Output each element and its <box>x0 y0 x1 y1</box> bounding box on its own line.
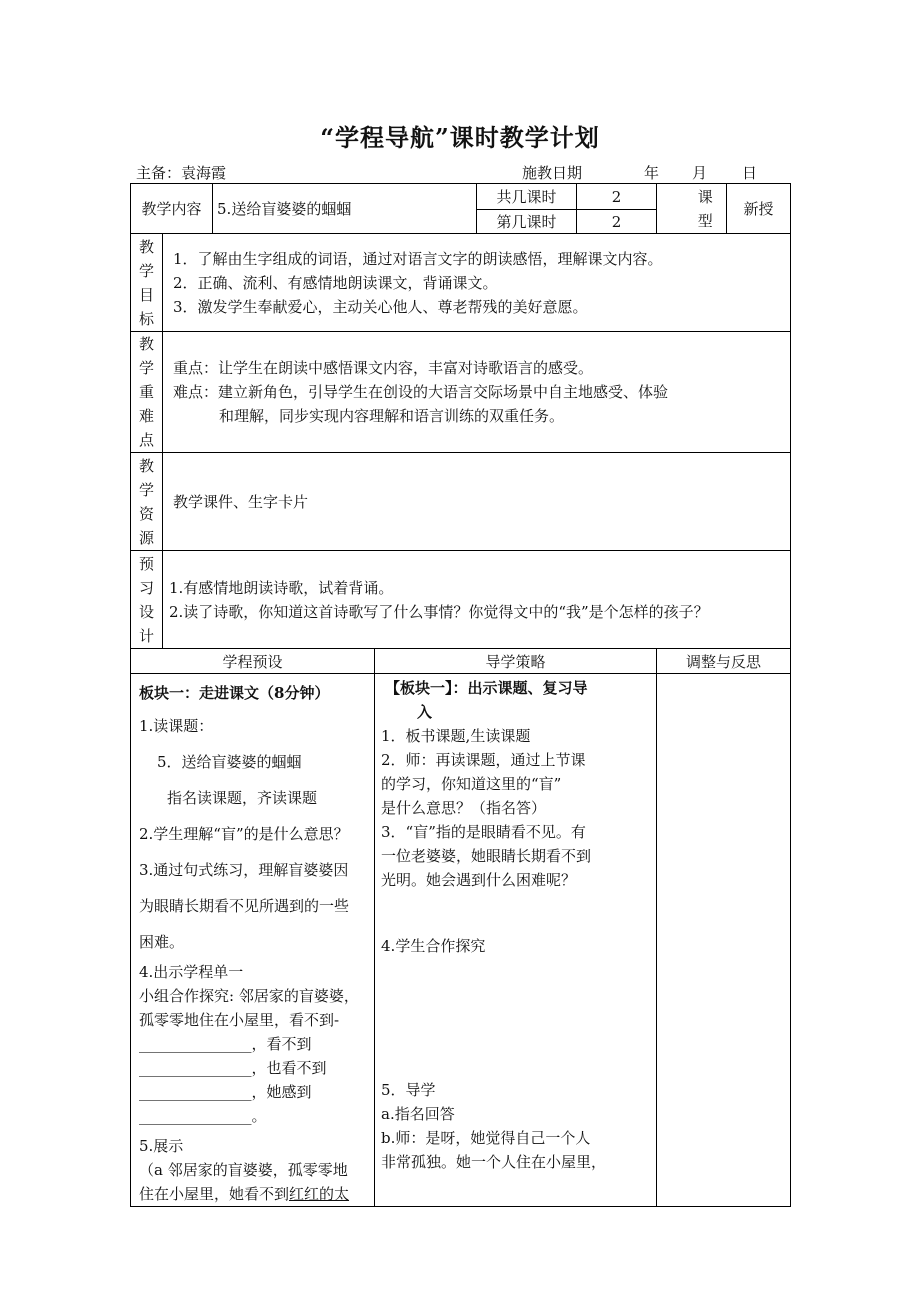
plan-line: 4.出示学程单一 <box>139 963 244 981</box>
plan-line: 2.学生理解“盲”的是什么意思？ <box>139 825 349 843</box>
plan-line: 5．送给盲婆婆的蝈蝈 <box>157 753 302 771</box>
date-label: 施教日期 <box>522 164 583 182</box>
difficult-point: 难点：建立新角色，引导学生在创设的大语言交际场景中自主地感受、体验 <box>173 383 669 401</box>
plan-block-title: 板块一：走进课文（8分钟） <box>139 684 330 702</box>
plan-line: 5.展示 <box>139 1137 184 1155</box>
underlined-phrase: 红红的太 <box>289 1185 350 1203</box>
goal-item: 1．了解由生字组成的词语，通过对语言文字的朗读感悟，理解课文内容。 <box>173 249 663 268</box>
date-month: 月 <box>692 164 708 182</box>
plan-line: 1.读课题： <box>139 717 214 735</box>
date-year: 年 <box>644 164 660 182</box>
strategy-line: 一位老婆婆，她眼睛长期看不到 <box>381 847 592 865</box>
goal-item: 3．激发学生奉献爱心，主动关心他人、尊老帮残的美好意愿。 <box>173 297 588 316</box>
preview-label: 预 习 设 计 <box>131 551 163 649</box>
difficult-point-cont: 和理解，同步实现内容理解和语言训练的双重任务。 <box>219 407 565 425</box>
plan-line: 为眼睛长期看不见所遇到的一些 <box>139 897 350 915</box>
date-day: 日 <box>742 164 758 182</box>
resources-text: 教学课件、生字卡片 <box>173 492 309 511</box>
content-value: 5.送给盲婆婆的蝈蝈 <box>213 184 477 234</box>
total-lessons-value: 2 <box>577 184 657 210</box>
current-lesson-label: 第几课时 <box>477 210 577 234</box>
plan-column <box>131 674 375 1207</box>
goals-content <box>163 234 791 332</box>
plan-line: 3.通过句式练习，理解盲婆婆因 <box>139 861 349 879</box>
content-label: 教学内容 <box>131 184 213 234</box>
spacer-cell <box>657 184 685 234</box>
important-point: 重点：让学生在朗读中感悟课文内容，丰富对诗歌语言的感受。 <box>173 359 594 377</box>
col-header-strategy: 导学策略 <box>375 649 657 674</box>
strategy-line: 是什么意思？（指名答） <box>381 799 547 817</box>
strategy-block-title: 【板块一】：出示课题、复习导 <box>385 679 588 697</box>
total-lessons-label: 共几课时 <box>477 184 577 210</box>
col-header-plan: 学程预设 <box>131 649 375 674</box>
current-lesson-value: 2 <box>577 210 657 234</box>
plan-line: 小组合作探究: 邻居家的盲婆婆， <box>139 987 359 1005</box>
reflection-column <box>657 674 791 1207</box>
strategy-line: a.指名回答 <box>381 1105 455 1123</box>
key-points-label: 教 学 重 难 点 <box>131 332 163 453</box>
lesson-type-label: 课 型 <box>685 184 727 234</box>
strategy-line: b.师：是呀，她觉得自己一个人 <box>381 1129 591 1147</box>
strategy-block-title-cont: 入 <box>417 703 433 721</box>
col-header-reflection: 调整与反思 <box>657 649 791 674</box>
strategy-line: 1．板书课题,生读课题 <box>381 727 531 745</box>
preparer: 主备：袁海霞 <box>136 164 227 182</box>
plan-blank-line: _______________，看不到 <box>139 1035 312 1053</box>
plan-line: 困难。 <box>139 933 185 951</box>
resources-content <box>163 453 791 551</box>
strategy-line: 光明。她会遇到什么困难呢？ <box>381 871 577 889</box>
strategy-line: 非常孤独。她一个人住在小屋里， <box>381 1153 607 1171</box>
resources-label: 教 学 资 源 <box>131 453 163 551</box>
key-points-content <box>163 332 791 453</box>
plan-line-last: 住在小屋里，她看不到红红的太 <box>139 1185 350 1203</box>
plan-line: （a 邻居家的盲婆婆，孤零零地 <box>139 1161 348 1179</box>
preview-item: 1.有感情地朗读诗歌，试着背诵。 <box>169 578 394 597</box>
plan-blank-line: _______________。 <box>139 1107 267 1125</box>
strategy-line: 的学习，你知道这里的“盲” <box>381 775 562 793</box>
strategy-line: 4.学生合作探究 <box>381 937 486 955</box>
strategy-line: 5．导学 <box>381 1081 436 1099</box>
preview-content <box>163 551 791 649</box>
lesson-type-value: 新授 <box>727 184 791 234</box>
strategy-column <box>375 674 657 1207</box>
plan-line: 指名读课题，齐读课题 <box>167 789 318 807</box>
plan-line: 孤零零地住在小屋里，看不到- <box>139 1011 340 1029</box>
lesson-plan-table <box>130 183 791 1207</box>
preview-item: 2.读了诗歌，你知道这首诗歌写了什么事情？你觉得文中的“我”是个怎样的孩子？ <box>169 602 709 621</box>
goal-item: 2．正确、流利、有感情地朗读课文，背诵课文。 <box>173 273 498 292</box>
strategy-line: 2．师：再读课题，通过上节课 <box>381 751 586 769</box>
plan-blank-line: _______________，也看不到 <box>139 1059 327 1077</box>
plan-blank-line: _______________，她感到 <box>139 1083 312 1101</box>
strategy-line: 3．“盲”指的是眼睛看不见。有 <box>381 823 586 841</box>
goals-label: 教 学 目 标 <box>131 234 163 332</box>
page-title: “学程导航”课时教学计划 <box>320 123 600 152</box>
